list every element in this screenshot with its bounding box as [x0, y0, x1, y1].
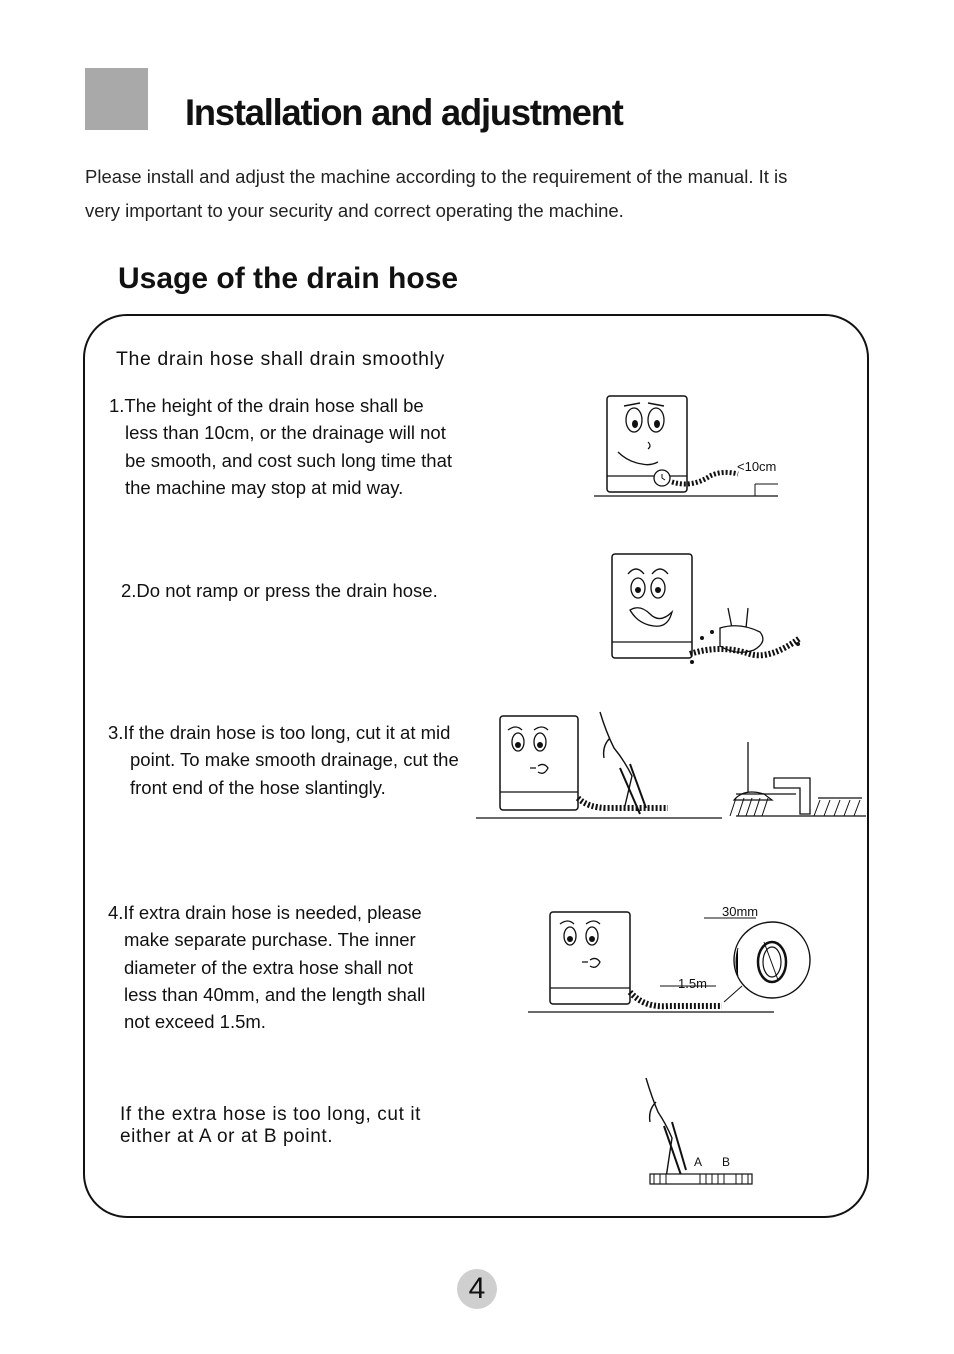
- step-4-text: [108, 899, 425, 1035]
- step-line: diameter of the extra hose shall not: [124, 956, 413, 978]
- section-marker: [85, 68, 148, 130]
- step-line: less than 10cm, or the drainage will not: [125, 422, 446, 444]
- page-title: Installation and adjustment: [185, 92, 623, 133]
- cut-point-illustration: [640, 1072, 760, 1190]
- step-line: be smooth, and cost such long time that: [125, 449, 453, 471]
- step-line: 4.If extra drain hose is needed, please: [108, 902, 422, 923]
- hose-press-illustration: [600, 548, 815, 678]
- length-label: 1.5m: [678, 976, 707, 991]
- step-line: front end of the hose slantingly.: [130, 776, 386, 798]
- height-limit-label: <10cm: [737, 459, 777, 474]
- hose-height-illustration: [590, 390, 790, 502]
- step-line: the machine may stop at mid way.: [125, 476, 404, 498]
- step-line: either at A or at B point.: [120, 1126, 334, 1147]
- point-a-label: A: [694, 1155, 703, 1169]
- intro-line: Please install and adjust the machine according to the requirement of the manual. It is: [85, 166, 788, 187]
- intro-paragraph: [85, 160, 875, 228]
- step-2-text: [121, 577, 438, 604]
- step-line: If the extra hose is too long, cut it: [120, 1104, 422, 1125]
- step-line: less than 40mm, and the length shall: [124, 983, 426, 1005]
- panel-heading: The drain hose shall drain smoothly: [116, 348, 445, 370]
- step-line: 1.The height of the drain hose shall be: [109, 395, 424, 416]
- point-b-label: B: [722, 1155, 731, 1169]
- hose-cut-illustration: [474, 708, 866, 822]
- step-line: point. To make smooth drainage, cut the: [130, 749, 459, 771]
- step-line: 3.If the drain hose is too long, cut it at mid: [108, 722, 451, 743]
- step-line: not exceed 1.5m.: [124, 1011, 266, 1033]
- extra-hose-illustration: [526, 902, 816, 1016]
- step-3-text: [108, 719, 459, 801]
- page-number-badge: 4: [457, 1269, 497, 1309]
- diameter-label: 30mm: [722, 904, 759, 919]
- section-title: Usage of the drain hose: [118, 262, 459, 295]
- step-line: 2.Do not ramp or press the drain hose.: [121, 580, 438, 601]
- intro-line: very important to your security and correct operating the machine.: [85, 200, 624, 221]
- step-1-text: [109, 392, 452, 501]
- step-5-text: [120, 1104, 421, 1148]
- step-line: make separate purchase. The inner: [124, 929, 416, 951]
